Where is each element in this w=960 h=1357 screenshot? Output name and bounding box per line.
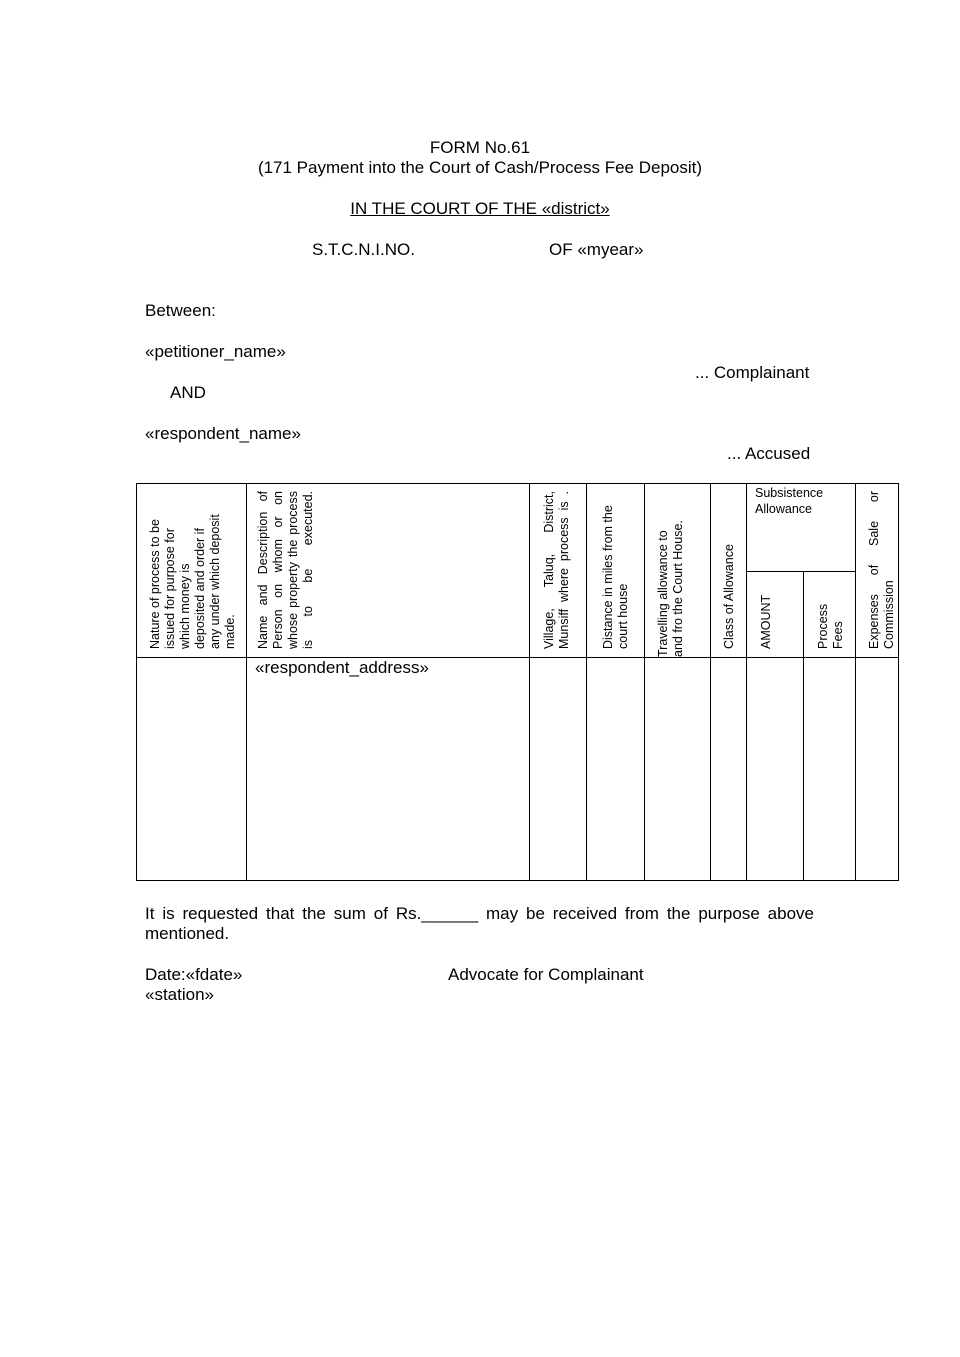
header-nature: Nature of process to be issued for purpose for which money is deposited and order if any under which deposit made. — [148, 514, 237, 649]
header-distance: Distance in miles from the court house — [601, 505, 630, 649]
header-name-description: Name and Description of Person on whom or on whose property the process is to be executed. — [256, 491, 315, 649]
request-paragraph: It is requested that the sum of Rs.______ may be received from the purpose above mentioned. — [145, 904, 814, 943]
court-heading: IN THE COURT OF THE «district» — [350, 199, 610, 218]
table-border-bottom — [136, 880, 899, 881]
header-village: Village, Taluq, District, Munsiff where process is . — [542, 491, 571, 649]
deposit-table — [136, 483, 899, 881]
respondent-name: «respondent_name» — [145, 424, 301, 443]
respondent-address: «respondent_address» — [255, 658, 429, 677]
table-border-top — [136, 483, 899, 484]
header-travelling: Travelling allowance to and fro the Court House. — [656, 520, 685, 657]
col-divider — [803, 571, 804, 881]
header-divider — [136, 657, 899, 658]
case-year: OF «myear» — [549, 240, 644, 259]
form-subtitle: (171 Payment into the Court of Cash/Process Fee Deposit) — [257, 158, 703, 177]
between-label: Between: — [145, 301, 216, 320]
subsistence-divider — [746, 571, 855, 572]
header-amount: AMOUNT — [759, 594, 773, 649]
header-class-of-allowance: Class of Allowance — [722, 544, 736, 649]
advocate-signature-label: Advocate for Complainant — [448, 965, 644, 984]
header-process-fees: Process Fees — [816, 603, 845, 649]
date-field: Date:«fdate» — [145, 965, 243, 984]
col-divider — [855, 483, 856, 881]
header-expenses: Expenses of Sale or Commission — [867, 491, 896, 649]
case-number-label: S.T.C.N.I.NO. — [312, 240, 415, 259]
and-label: AND — [170, 383, 206, 402]
col-divider — [644, 483, 645, 881]
complainant-role: ... Complainant — [695, 363, 810, 382]
col-divider — [746, 483, 747, 881]
station-field: «station» — [145, 985, 214, 1004]
form-number: FORM No.61 — [429, 138, 531, 157]
col-divider — [529, 483, 530, 881]
petitioner-name: «petitioner_name» — [145, 342, 286, 361]
table-border-right — [898, 483, 899, 881]
col-divider — [586, 483, 587, 881]
table-border-left — [136, 483, 137, 881]
col-divider — [246, 483, 247, 881]
header-subsistence-allowance: Subsistence Allowance — [755, 486, 824, 516]
accused-role: ... Accused — [727, 444, 811, 463]
col-divider — [710, 483, 711, 881]
